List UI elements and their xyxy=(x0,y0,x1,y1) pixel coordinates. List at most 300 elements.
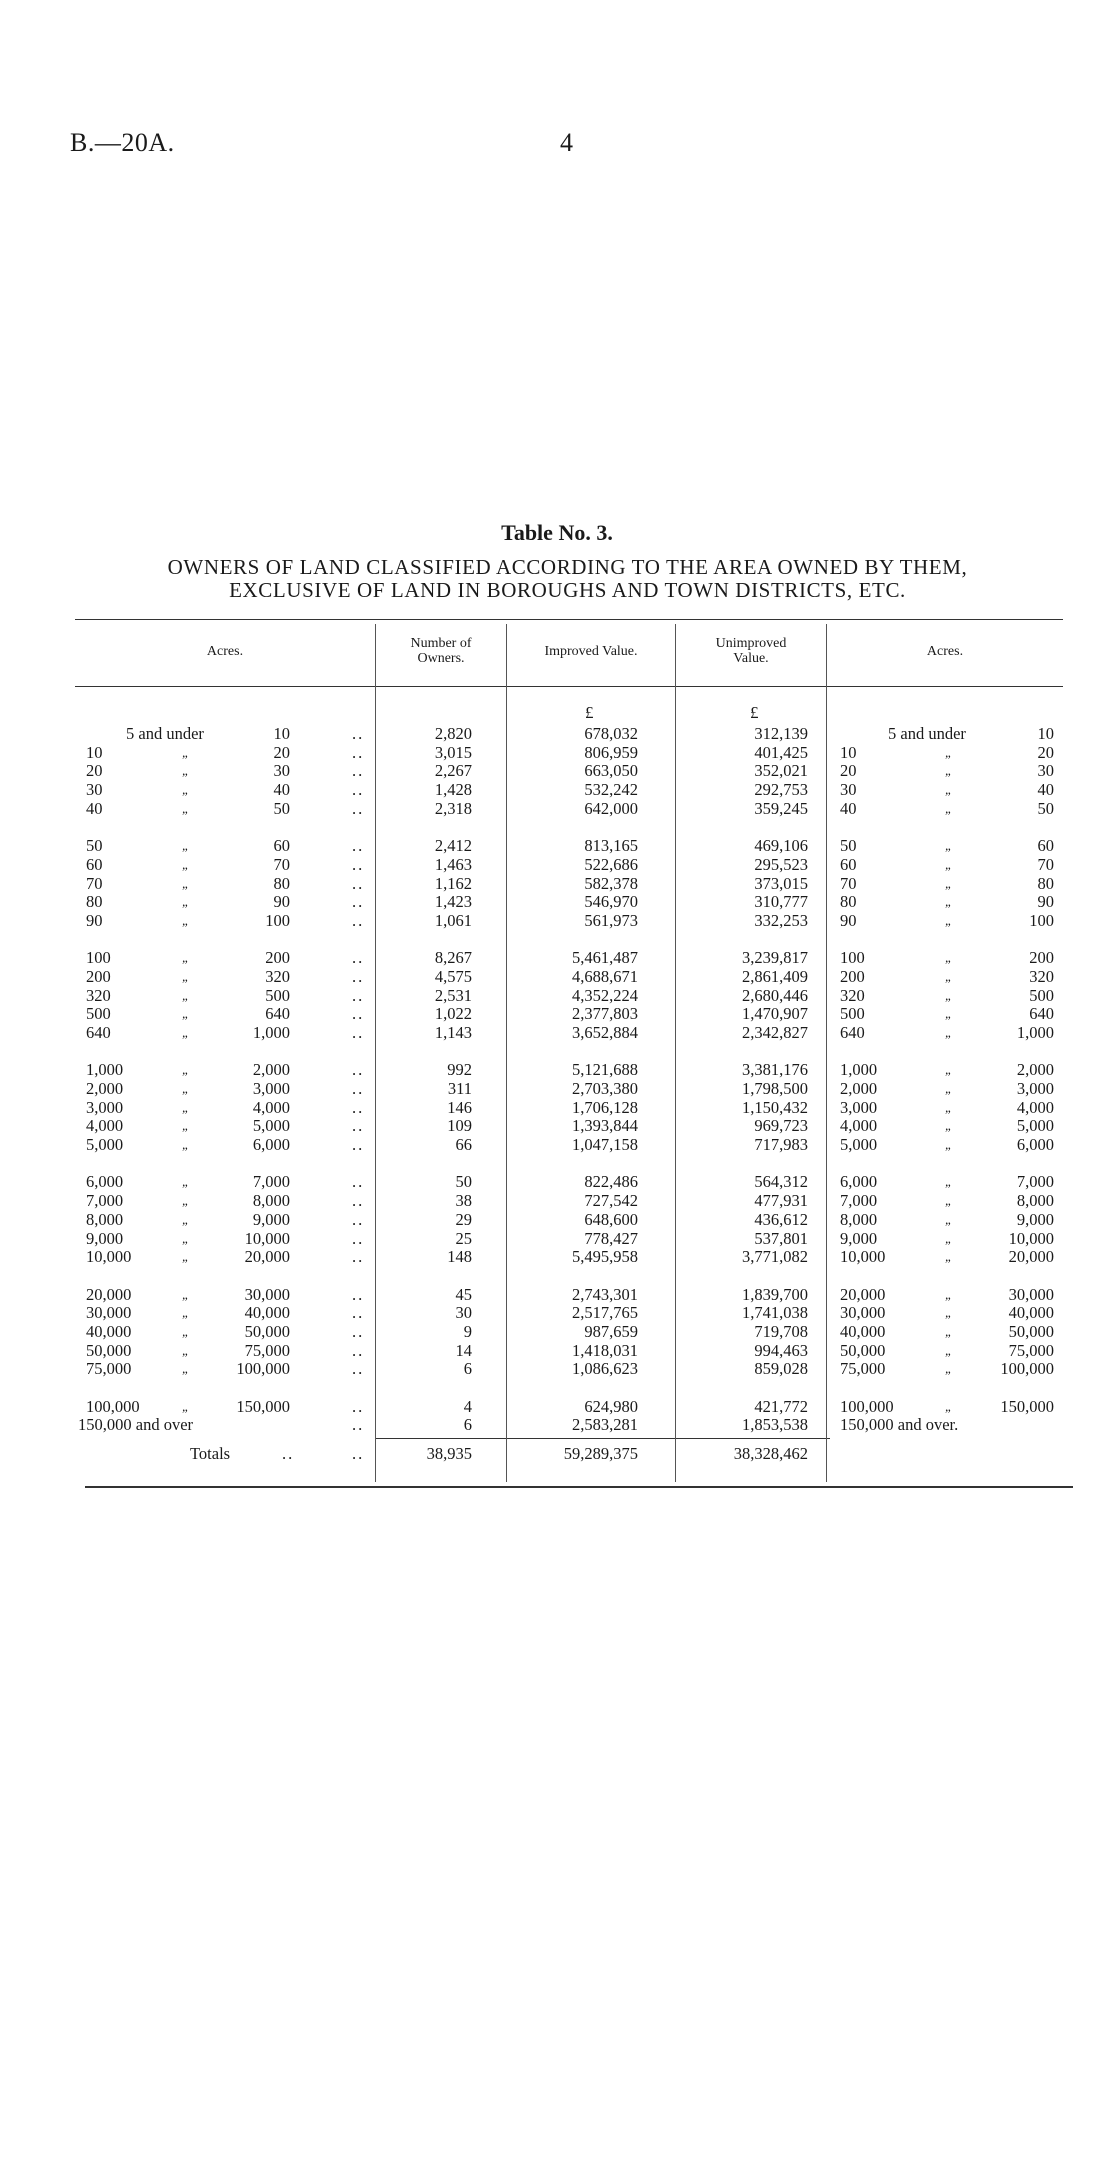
table-row xyxy=(0,967,1114,986)
leader-dots: .. xyxy=(352,1097,365,1117)
improved-value: 2,743,301 xyxy=(572,1284,638,1304)
owners-value: 9 xyxy=(463,1321,472,1341)
acres-right-from: 50,000 xyxy=(840,1340,886,1360)
acres-to: 8,000 xyxy=(252,1191,290,1211)
leader-dots: .. xyxy=(352,873,365,893)
acres-right-to: 4,000 xyxy=(1016,1097,1054,1117)
ditto-mark-right: „ xyxy=(945,1025,953,1040)
acres-right-to: 10 xyxy=(1037,724,1054,743)
improved-value: 806,959 xyxy=(584,742,638,762)
ditto-mark: „ xyxy=(182,1398,190,1414)
improved-value: 648,600 xyxy=(584,1209,638,1229)
table-row xyxy=(0,1210,1114,1229)
ditto-mark: „ xyxy=(182,950,190,966)
ditto-mark-right: „ xyxy=(945,987,953,1003)
acres-right-to: 30,000 xyxy=(1008,1284,1054,1304)
acres-right-to: 20,000 xyxy=(1008,1247,1054,1267)
owners-value: 148 xyxy=(447,1247,472,1267)
table-title-line-1: OWNERS OF LAND CLASSIFIED ACCORDING TO THE AREA OWNED BY THEM, xyxy=(167,555,968,579)
acres-right-to: 50,000 xyxy=(1008,1321,1054,1341)
table-row xyxy=(0,1191,1114,1210)
leader-dots: .. xyxy=(352,966,365,986)
acres-to: 60 xyxy=(273,836,290,856)
unimproved-value: 421,772 xyxy=(754,1396,808,1416)
table-header-rule xyxy=(75,686,1063,687)
leader-dots: .. xyxy=(352,761,365,781)
acres-from: 20,000 xyxy=(86,1284,132,1304)
acres-to: 5,000 xyxy=(252,1116,290,1136)
acres-from: 50 xyxy=(86,836,103,856)
ditto-mark: „ xyxy=(182,763,190,779)
acres-from: 2,000 xyxy=(86,1079,124,1098)
unimproved-value: 436,612 xyxy=(754,1209,808,1229)
acres-right-to: 9,000 xyxy=(1016,1209,1054,1229)
leader-dots: .. xyxy=(352,985,365,1005)
acres-right-to: 40 xyxy=(1037,780,1054,800)
acres-to: 7,000 xyxy=(252,1172,290,1192)
ditto-mark-right: „ xyxy=(945,875,953,891)
leader-dots: .. xyxy=(352,854,365,874)
leader-dots: .. xyxy=(352,1116,365,1136)
acres-right-to: 20 xyxy=(1037,742,1054,762)
acres-right-from: 20 xyxy=(840,761,857,781)
improved-value: 1,086,623 xyxy=(572,1359,638,1379)
table-row xyxy=(0,1229,1114,1248)
acres-from: 75,000 xyxy=(86,1359,132,1379)
ditto-mark: „ xyxy=(182,838,190,854)
ditto-mark: „ xyxy=(182,1118,190,1134)
unimproved-value: 719,708 xyxy=(754,1321,808,1341)
acres-to: 20 xyxy=(273,742,290,762)
leader-dots: .. xyxy=(352,1135,365,1155)
acres-right-from: 70 xyxy=(840,873,857,893)
table-row xyxy=(0,1285,1114,1304)
improved-value: 813,165 xyxy=(584,836,638,856)
table-row xyxy=(0,1023,1114,1042)
improved-value: 582,378 xyxy=(584,873,638,893)
acres-from: 7,000 xyxy=(86,1191,124,1211)
acres-to: 9,000 xyxy=(252,1209,290,1229)
acres-right-from: 500 xyxy=(840,1004,865,1024)
ditto-mark-right: „ xyxy=(945,744,953,760)
leader-dots: .. xyxy=(352,1209,365,1229)
improved-value: 987,659 xyxy=(584,1321,638,1341)
unimproved-value: 1,839,700 xyxy=(742,1284,808,1304)
acres-right-to: 6,000 xyxy=(1016,1135,1054,1155)
ditto-mark: „ xyxy=(182,1081,190,1096)
acres-from: 70 xyxy=(86,873,103,893)
acres-right-to: 7,000 xyxy=(1016,1172,1054,1192)
acres-right-from: 10 xyxy=(840,742,857,762)
acres-right-from: 6,000 xyxy=(840,1172,878,1192)
acres-right-from: 75,000 xyxy=(840,1359,886,1379)
acres-right-to: 200 xyxy=(1029,948,1054,968)
leader-dots: .. xyxy=(352,1172,365,1192)
totals-unimproved: 38,328,462 xyxy=(733,1444,808,1463)
improved-value: 1,706,128 xyxy=(572,1097,638,1117)
owners-value: 1,143 xyxy=(434,1023,472,1042)
unimproved-value: 292,753 xyxy=(754,780,808,800)
unimproved-value: 537,801 xyxy=(754,1228,808,1248)
table-row xyxy=(0,1397,1114,1416)
leader-dots: .. xyxy=(352,742,365,762)
ditto-mark: „ xyxy=(182,987,190,1003)
improved-value: 2,583,281 xyxy=(572,1415,638,1435)
leader-dots: .. xyxy=(352,798,365,818)
acres-right-from: 7,000 xyxy=(840,1191,878,1211)
unimproved-value: 564,312 xyxy=(754,1172,808,1192)
acres-from: 20 xyxy=(86,761,103,781)
owners-value: 1,423 xyxy=(434,892,472,912)
col-head-acres-right: Acres. xyxy=(926,644,964,659)
acres-right-from: 1,000 xyxy=(840,1060,878,1080)
acres-right-from: 320 xyxy=(840,985,865,1005)
unimproved-value: 310,777 xyxy=(754,892,808,912)
leader-dots: .. xyxy=(352,1321,365,1341)
improved-value: 561,973 xyxy=(584,910,638,930)
acres-to: 320 xyxy=(265,966,290,986)
ditto-mark-right: „ xyxy=(945,1081,953,1096)
acres-from: 3,000 xyxy=(86,1097,124,1117)
col-head-unimproved-line-1: Unimproved xyxy=(715,636,787,651)
table-row xyxy=(0,874,1114,893)
table-row xyxy=(0,724,1114,743)
col-head-improved: Improved Value. xyxy=(544,644,638,659)
table-row xyxy=(0,948,1114,967)
acres-from: 100,000 xyxy=(86,1396,140,1416)
ditto-mark-right: „ xyxy=(945,1249,953,1265)
acres-to: 1,000 xyxy=(252,1023,290,1042)
leader-dots: .. xyxy=(352,1023,365,1042)
ditto-mark-right: „ xyxy=(945,950,953,966)
improved-value: 778,427 xyxy=(584,1228,638,1248)
acres-right-to: 500 xyxy=(1029,985,1054,1005)
improved-value: 2,517,765 xyxy=(572,1303,638,1323)
improved-value: 624,980 xyxy=(584,1396,638,1416)
improved-value: 678,032 xyxy=(584,724,638,743)
improved-value: 4,688,671 xyxy=(572,966,638,986)
owners-value: 29 xyxy=(455,1209,472,1229)
table-row xyxy=(0,892,1114,911)
ditto-mark-right: „ xyxy=(945,782,953,798)
owners-value: 2,412 xyxy=(434,836,472,856)
improved-value: 532,242 xyxy=(584,780,638,800)
improved-value: 4,352,224 xyxy=(572,985,638,1005)
acres-right-from: 90 xyxy=(840,910,857,930)
owners-value: 1,463 xyxy=(434,854,472,874)
ditto-mark-right: „ xyxy=(945,1006,953,1022)
acres-right-to: 1,000 xyxy=(1016,1023,1054,1042)
ditto-mark: „ xyxy=(182,1342,190,1358)
acres-to: 40,000 xyxy=(244,1303,290,1323)
acres-from: 6,000 xyxy=(86,1172,124,1192)
owners-value: 3,015 xyxy=(434,742,472,762)
ditto-mark: „ xyxy=(182,1230,190,1246)
improved-value: 727,542 xyxy=(584,1191,638,1211)
acres-right-to: 3,000 xyxy=(1016,1079,1054,1098)
col-head-owners xyxy=(376,636,506,666)
ditto-mark-right: „ xyxy=(945,1137,953,1153)
ditto-mark-right: „ xyxy=(945,1062,953,1078)
ditto-mark-right: „ xyxy=(945,1342,953,1358)
unimproved-value: 1,470,907 xyxy=(742,1004,808,1024)
acres-to: 75,000 xyxy=(244,1340,290,1360)
owners-value: 50 xyxy=(455,1172,472,1192)
acres-from: 640 xyxy=(86,1023,111,1042)
ditto-mark: „ xyxy=(182,856,190,872)
table-row xyxy=(0,1098,1114,1117)
acres-to: 4,000 xyxy=(252,1097,290,1117)
unimproved-value: 1,741,038 xyxy=(742,1303,808,1323)
table-row xyxy=(0,986,1114,1005)
acres-from: 1,000 xyxy=(86,1060,124,1080)
ditto-mark: „ xyxy=(182,1305,190,1321)
acres-right-from: 40,000 xyxy=(840,1321,886,1341)
acres-from: 500 xyxy=(86,1004,111,1024)
owners-value: 2,267 xyxy=(434,761,472,781)
acres-from: 30,000 xyxy=(86,1303,132,1323)
acres-from: 60 xyxy=(86,854,103,874)
page-reference: B.—20A. xyxy=(70,128,175,157)
improved-value: 642,000 xyxy=(584,798,638,818)
table-row xyxy=(0,1004,1114,1023)
improved-value: 1,393,844 xyxy=(572,1116,638,1136)
leader-dots: .. xyxy=(352,1284,365,1304)
ditto-mark: „ xyxy=(182,1323,190,1339)
ditto-mark-right: „ xyxy=(945,1398,953,1414)
ditto-mark-right: „ xyxy=(945,1118,953,1134)
leader-dots: .. xyxy=(352,1340,365,1360)
acres-right-from: 10,000 xyxy=(840,1247,886,1267)
acres-to: 90 xyxy=(273,892,290,912)
acres-from: 8,000 xyxy=(86,1209,124,1229)
leader-dots: .. xyxy=(352,948,365,968)
ditto-mark: „ xyxy=(182,1361,190,1377)
acres-from: 80 xyxy=(86,892,103,912)
table-row xyxy=(0,761,1114,780)
ditto-mark-right: „ xyxy=(945,838,953,854)
acres-right-to: 80 xyxy=(1037,873,1054,893)
ditto-mark-right: „ xyxy=(945,1361,953,1377)
improved-value: 5,461,487 xyxy=(572,948,638,968)
acres-right-to: 8,000 xyxy=(1016,1191,1054,1211)
ditto-mark-right: „ xyxy=(945,1174,953,1190)
acres-right-to: 10,000 xyxy=(1008,1228,1054,1248)
improved-value: 822,486 xyxy=(584,1172,638,1192)
unimproved-value: 295,523 xyxy=(754,854,808,874)
ditto-mark-right: „ xyxy=(945,1193,953,1209)
acres-right-from: 8,000 xyxy=(840,1209,878,1229)
currency-unimproved: £ xyxy=(750,703,759,722)
acres-right-to: 75,000 xyxy=(1008,1340,1054,1360)
acres-from: 4,000 xyxy=(86,1116,124,1136)
col-head-acres: Acres. xyxy=(206,644,244,659)
owners-value: 1,162 xyxy=(434,873,472,893)
unimproved-value: 352,021 xyxy=(754,761,808,781)
ditto-mark: „ xyxy=(182,1193,190,1209)
owners-value: 4,575 xyxy=(434,966,472,986)
leader-dots: .. xyxy=(352,836,365,856)
owners-value: 1,022 xyxy=(434,1004,472,1024)
table-bottom-rule xyxy=(85,1486,1073,1488)
acres-right-over-label: 150,000 and over. xyxy=(840,1415,959,1435)
acres-right-from: 60 xyxy=(840,854,857,874)
unimproved-value: 2,680,446 xyxy=(742,985,808,1005)
ditto-mark: „ xyxy=(182,875,190,891)
acres-right-to: 100 xyxy=(1029,910,1054,930)
acres-to: 30,000 xyxy=(244,1284,290,1304)
acres-to: 80 xyxy=(273,873,290,893)
totals-improved: 59,289,375 xyxy=(563,1444,638,1463)
table-number: Table No. 3. xyxy=(501,520,613,545)
ditto-mark-right: „ xyxy=(945,1099,953,1115)
owners-value: 311 xyxy=(447,1079,472,1098)
acres-to: 3,000 xyxy=(252,1079,290,1098)
totals-row xyxy=(0,1444,1114,1463)
owners-value: 30 xyxy=(455,1303,472,1323)
owners-value: 1,428 xyxy=(434,780,472,800)
acres-to: 100,000 xyxy=(236,1359,290,1379)
acres-right-from: 3,000 xyxy=(840,1097,878,1117)
acres-from: 100 xyxy=(86,948,111,968)
acres-to: 50 xyxy=(273,798,290,818)
acres-from: 5 and under xyxy=(126,724,204,743)
unimproved-value: 477,931 xyxy=(754,1191,808,1211)
acres-right-from: 4,000 xyxy=(840,1116,878,1136)
ditto-mark-right: „ xyxy=(945,800,953,816)
table-row xyxy=(0,1359,1114,1378)
table-row xyxy=(0,855,1114,874)
acres-over-label: 150,000 and over xyxy=(78,1415,194,1435)
acres-to: 70 xyxy=(273,854,290,874)
col-head-unimproved xyxy=(676,636,826,666)
ditto-mark-right: „ xyxy=(945,1230,953,1246)
leader-dots: .. xyxy=(352,1396,365,1416)
acres-to: 500 xyxy=(265,985,290,1005)
owners-value: 2,820 xyxy=(434,724,472,743)
leader-dots: .. xyxy=(352,1444,365,1463)
acres-to: 640 xyxy=(265,1004,290,1024)
ditto-mark: „ xyxy=(182,1137,190,1153)
unimproved-value: 359,245 xyxy=(754,798,808,818)
improved-value: 1,047,158 xyxy=(572,1135,638,1155)
improved-value: 5,121,688 xyxy=(572,1060,638,1080)
table-row xyxy=(0,836,1114,855)
unimproved-value: 1,798,500 xyxy=(742,1079,808,1098)
owners-value: 1,061 xyxy=(434,910,472,930)
totals-label-dots: .. xyxy=(282,1444,295,1463)
acres-right-from: 30,000 xyxy=(840,1303,886,1323)
acres-right-from: 5 and under xyxy=(888,724,966,743)
improved-value: 522,686 xyxy=(584,854,638,874)
owners-value: 14 xyxy=(455,1340,472,1360)
owners-value: 8,267 xyxy=(434,948,472,968)
owners-value: 6 xyxy=(463,1415,472,1435)
leader-dots: .. xyxy=(352,724,365,743)
owners-value: 2,318 xyxy=(434,798,472,818)
table-row xyxy=(0,1079,1114,1098)
acres-from: 40 xyxy=(86,798,103,818)
table-row xyxy=(0,1322,1114,1341)
ditto-mark: „ xyxy=(182,1062,190,1078)
unimproved-value: 332,253 xyxy=(754,910,808,930)
acres-right-from: 80 xyxy=(840,892,857,912)
improved-value: 5,495,958 xyxy=(572,1247,638,1267)
acres-to: 10 xyxy=(273,724,290,743)
leader-dots: .. xyxy=(352,1415,365,1435)
acres-to: 20,000 xyxy=(244,1247,290,1267)
acres-from: 50,000 xyxy=(86,1340,132,1360)
ditto-mark-right: „ xyxy=(945,894,953,910)
ditto-mark-right: „ xyxy=(945,763,953,779)
ditto-mark: „ xyxy=(182,1249,190,1265)
acres-right-from: 40 xyxy=(840,798,857,818)
owners-value: 4 xyxy=(463,1396,472,1416)
acres-right-to: 640 xyxy=(1029,1004,1054,1024)
table-row xyxy=(0,1247,1114,1266)
improved-value: 2,703,380 xyxy=(572,1079,638,1098)
unimproved-value: 2,342,827 xyxy=(742,1023,808,1042)
unimproved-value: 373,015 xyxy=(754,873,808,893)
improved-value: 3,652,884 xyxy=(572,1023,638,1042)
col-head-owners-line-2: Owners. xyxy=(417,651,465,666)
improved-value: 2,377,803 xyxy=(572,1004,638,1024)
acres-from: 90 xyxy=(86,910,103,930)
table-row xyxy=(0,1341,1114,1360)
acres-from: 30 xyxy=(86,780,103,800)
leader-dots: .. xyxy=(352,892,365,912)
acres-right-to: 150,000 xyxy=(1000,1396,1054,1416)
owners-value: 2,531 xyxy=(434,985,472,1005)
ditto-mark-right: „ xyxy=(945,1211,953,1227)
acres-to: 100 xyxy=(265,910,290,930)
table-row xyxy=(0,799,1114,818)
table-row xyxy=(0,1116,1114,1135)
acres-right-to: 40,000 xyxy=(1008,1303,1054,1323)
improved-value: 663,050 xyxy=(584,761,638,781)
leader-dots: .. xyxy=(352,1359,365,1379)
owners-value: 146 xyxy=(447,1097,472,1117)
ditto-mark: „ xyxy=(182,1211,190,1227)
acres-right-to: 70 xyxy=(1037,854,1054,874)
acres-right-to: 50 xyxy=(1037,798,1054,818)
ditto-mark-right: „ xyxy=(945,1323,953,1339)
ditto-mark-right: „ xyxy=(945,1286,953,1302)
owners-value: 66 xyxy=(455,1135,472,1155)
unimproved-value: 994,463 xyxy=(754,1340,808,1360)
totals-label: Totals xyxy=(190,1444,231,1463)
leader-dots: .. xyxy=(352,1303,365,1323)
leader-dots: .. xyxy=(352,1191,365,1211)
table-row xyxy=(0,1135,1114,1154)
table-row xyxy=(0,1172,1114,1191)
table-title xyxy=(70,556,1065,602)
ditto-mark-right: „ xyxy=(945,856,953,872)
unimproved-value: 859,028 xyxy=(754,1359,808,1379)
owners-value: 45 xyxy=(455,1284,472,1304)
leader-dots: .. xyxy=(352,1060,365,1080)
ditto-mark: „ xyxy=(182,968,190,984)
acres-right-from: 30 xyxy=(840,780,857,800)
acres-from: 10 xyxy=(86,742,103,762)
totals-owners: 38,935 xyxy=(426,1444,472,1463)
ditto-mark-right: „ xyxy=(945,912,953,928)
leader-dots: .. xyxy=(352,1247,365,1267)
page-number: 4 xyxy=(560,128,573,157)
table-row xyxy=(0,911,1114,930)
leader-dots: .. xyxy=(352,910,365,930)
acres-right-to: 90 xyxy=(1037,892,1054,912)
